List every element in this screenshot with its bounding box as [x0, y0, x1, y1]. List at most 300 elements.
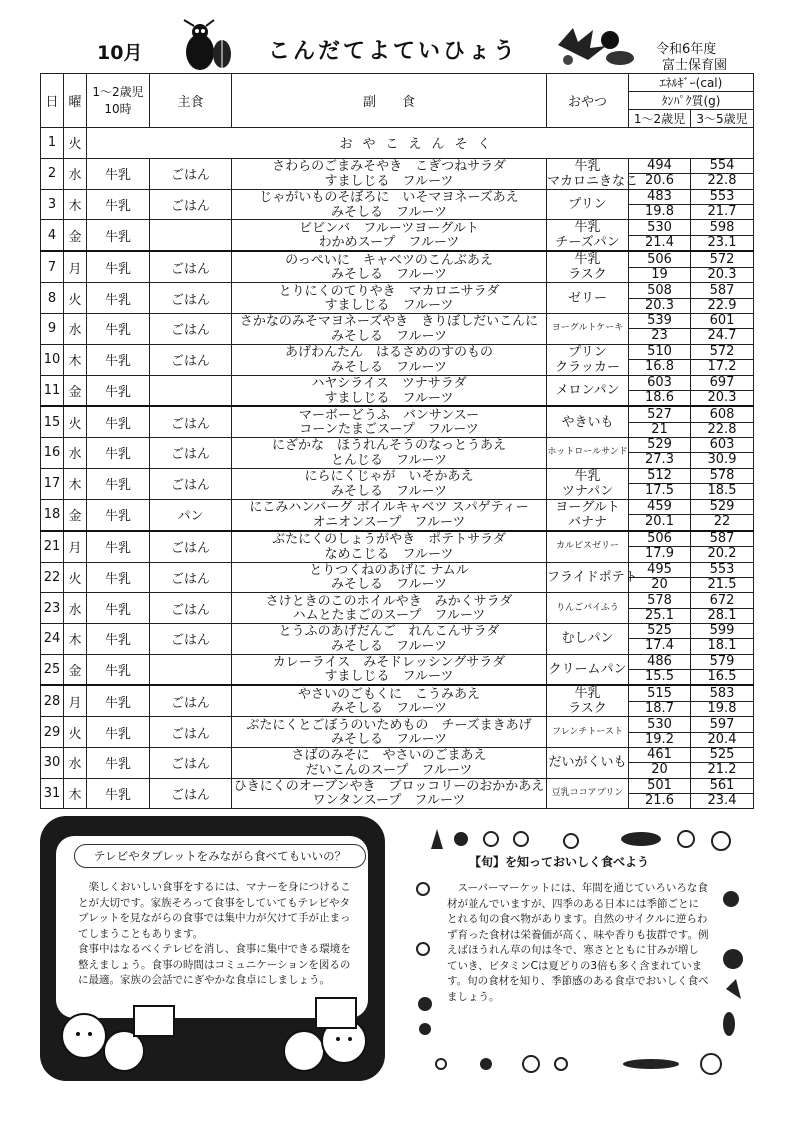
energy-value: 603	[629, 376, 690, 391]
day-cell: 17	[41, 468, 64, 499]
side-dish-cell	[232, 623, 547, 654]
nutrition-3-5-cell	[691, 468, 754, 499]
side-dish-line-1: にこみハンバーグ ボイルキャベツ スパゲティー	[249, 500, 529, 516]
protein-value: 20.3	[645, 297, 674, 313]
nutrition-3-5-cell	[691, 593, 754, 624]
oyatsu-cell	[547, 189, 629, 220]
nutrition-1-2-cell	[629, 778, 691, 809]
energy-value: 525	[691, 748, 753, 763]
autumn-leaves-illustration	[548, 20, 638, 70]
snack10-cell: 牛乳	[87, 406, 150, 437]
energy-value: 554	[691, 159, 753, 174]
energy-value: 587	[691, 284, 753, 299]
side-dish-line-2: ハムとたまごのスープ フルーツ	[292, 608, 486, 624]
weekday-cell: 月	[64, 251, 87, 283]
oyatsu-line-1: クリームパン	[548, 661, 627, 677]
protein-value: 21.2	[707, 762, 737, 778]
protein-value: 23.1	[707, 234, 737, 250]
nutrition-1-2-cell	[629, 283, 691, 314]
protein-value: 23	[651, 328, 668, 344]
protein-value: 19.2	[645, 731, 674, 747]
page-title: こんだてよていひょう	[268, 39, 519, 64]
nutrition-1-2-cell	[629, 468, 691, 499]
side-dish-line-1: さけときのこのホイルやき みかくサラダ	[265, 593, 513, 609]
oyatsu-cell	[547, 375, 629, 406]
staple-cell	[150, 220, 232, 252]
ensoku-cell: おやこえんそく	[87, 128, 754, 159]
weekday-cell: 木	[64, 623, 87, 654]
side-dish-line-2: みそしる フルーツ	[331, 328, 447, 344]
energy-value: 525	[629, 624, 690, 639]
nutrition-1-2-cell	[629, 654, 691, 685]
table-row	[41, 654, 754, 685]
weekday-cell: 火	[64, 717, 87, 748]
header-snack10-time: 10時	[104, 101, 132, 116]
nutrition-3-5-cell	[691, 747, 754, 778]
fiscal-year: 令和6年度	[656, 42, 717, 57]
weekday-cell: 木	[64, 189, 87, 220]
weekday-cell: 水	[64, 747, 87, 778]
side-dish-line-1: ハヤシライス ツナサラダ	[311, 376, 467, 392]
staple-cell: ごはん	[150, 314, 232, 345]
staple-cell: パン	[150, 499, 232, 531]
snack10-cell: 牛乳	[87, 623, 150, 654]
energy-value: 572	[691, 345, 753, 360]
table-header	[41, 74, 754, 128]
energy-value: 578	[629, 594, 690, 609]
oyatsu-line-1: ヨーグルトケーキ	[551, 323, 624, 334]
side-dish-line-1: のっぺいに キャベツのこんぶあえ	[285, 252, 493, 268]
side-dish-line-2: みそしる フルーツ	[331, 267, 447, 283]
day-cell: 11	[41, 375, 64, 406]
staple-cell: ごはん	[150, 747, 232, 778]
weekday-cell: 火	[64, 562, 87, 593]
nutrition-1-2-cell	[629, 438, 691, 469]
staple-cell: ごはん	[150, 623, 232, 654]
side-dish-cell	[232, 717, 547, 748]
weekday-cell: 水	[64, 158, 87, 189]
table-row	[41, 499, 754, 531]
staple-cell: ごはん	[150, 438, 232, 469]
table-row	[41, 778, 754, 809]
table-body	[41, 128, 754, 809]
protein-value: 21.4	[645, 234, 674, 250]
protein-value: 21.6	[645, 792, 674, 808]
table-row	[41, 717, 754, 748]
oyatsu-cell	[547, 685, 629, 717]
oyatsu-line-1: 豆乳ココアプリン	[551, 787, 624, 798]
day-cell: 15	[41, 406, 64, 437]
energy-value: 672	[691, 594, 753, 609]
side-dish-line-1: ぶたにくとごぼうのいためもの チーズまきあげ	[246, 717, 532, 733]
tv-manners-paragraph-2: 食事中はなるべくテレビを消し、食事に集中できる環境を整えましょう。食事の時間はコミュニケーションを図るのに最適。家族の会話でにぎやかな食卓にしましょう。	[78, 943, 351, 986]
energy-value: 530	[629, 718, 690, 733]
protein-value: 17.2	[707, 359, 737, 375]
side-dish-cell	[232, 406, 547, 437]
oyatsu-line-1: むしパン	[561, 631, 614, 647]
side-dish-cell	[232, 283, 547, 314]
day-cell: 29	[41, 717, 64, 748]
side-dish-line-1: カレーライス みそドレッシングサラダ	[272, 654, 506, 670]
protein-value: 21.5	[707, 576, 737, 592]
table-row	[41, 251, 754, 283]
side-dish-line-1: あげわんたん はるさめのすのもの	[284, 345, 493, 361]
oyatsu-line-2: バナナ	[567, 514, 607, 530]
oyatsu-cell	[547, 593, 629, 624]
nutrition-3-5-cell	[691, 623, 754, 654]
nutrition-1-2-cell	[629, 375, 691, 406]
snack10-cell: 牛乳	[87, 158, 150, 189]
nutrition-3-5-cell	[691, 220, 754, 252]
side-dish-cell	[232, 375, 547, 406]
table-row	[41, 468, 754, 499]
snack10-cell: 牛乳	[87, 468, 150, 499]
side-dish-cell	[232, 499, 547, 531]
nutrition-3-5-cell	[691, 438, 754, 469]
seasonal-food-title: 【旬】を知っておいしく食べよう	[469, 855, 650, 869]
oyatsu-cell	[547, 406, 629, 437]
energy-value: 495	[629, 563, 690, 578]
header-side: 副 食	[232, 74, 547, 128]
oyatsu-cell	[547, 623, 629, 654]
side-dish-line-1: ひきにくのオーブンやき ブロッコリーのおかかあえ	[233, 778, 545, 794]
staple-cell: ごはん	[150, 158, 232, 189]
side-dish-line-2: コーンたまごスープ フルーツ	[299, 422, 479, 438]
staple-cell: ごはん	[150, 685, 232, 717]
energy-value: 599	[691, 624, 753, 639]
oyatsu-line-2: ラスク	[568, 701, 607, 717]
table-row	[41, 593, 754, 624]
day-cell: 7	[41, 251, 64, 283]
side-dish-line-2: みそしる フルーツ	[331, 732, 447, 748]
nutrition-3-5-cell	[691, 375, 754, 406]
energy-value: 529	[691, 500, 753, 515]
nutrition-3-5-cell	[691, 685, 754, 717]
staple-cell: ごはん	[150, 406, 232, 437]
side-dish-cell	[232, 562, 547, 593]
side-dish-line-1: さかなのみそマヨネーズやき きりぼしだいこんに	[239, 314, 539, 330]
side-dish-line-2: とんじる フルーツ	[331, 452, 447, 468]
day-cell: 8	[41, 283, 64, 314]
family-with-tablet-illustration	[54, 996, 374, 1076]
oyatsu-line-1: 牛乳	[574, 220, 601, 236]
energy-value: 506	[629, 253, 690, 268]
side-dish-line-1: やさいのごもくに こうみあえ	[297, 686, 480, 702]
side-dish-line-1: ぶたにくのしょうがやき ポテトサラダ	[272, 532, 506, 548]
oyatsu-line-1: ゼリー	[567, 290, 607, 306]
protein-value: 18.6	[645, 390, 674, 406]
table-row	[41, 531, 754, 562]
energy-value: 601	[691, 314, 753, 329]
side-dish-cell	[232, 344, 547, 375]
side-dish-line-2: すましじる フルーツ	[324, 669, 454, 685]
oyatsu-line-1: メロンパン	[555, 383, 620, 399]
oyatsu-cell	[547, 438, 629, 469]
snack10-cell: 牛乳	[87, 562, 150, 593]
tv-manners-panel	[40, 816, 385, 1081]
oyatsu-cell	[547, 158, 639, 189]
seasonal-food-text: スーパーマーケットには、年間を通じていろいろな食材が並んでいますが、四季のある日本には季節ごとにとれる旬の食べ物があります。自然のサイクルに逆らわず育った食材は栄養価が高く、味や香りも抜群です。例えばほうれん草の旬は冬で、寒さとともに甘みが増していき、ビタミンCは夏どりの3倍も多く含まれています。旬の食材を知り、季節感のある食卓でおいしく食べましょう。	[447, 882, 709, 1003]
energy-value: 583	[691, 687, 753, 702]
day-cell: 1	[41, 128, 64, 159]
energy-value: 553	[691, 563, 753, 578]
side-dish-line-2: みそしる フルーツ	[331, 483, 447, 499]
oyatsu-cell	[547, 283, 629, 314]
protein-value: 20.1	[645, 514, 674, 530]
oyatsu-line-1: プリン	[568, 344, 607, 360]
nutrition-1-2-cell	[629, 747, 691, 778]
protein-value: 20	[651, 762, 668, 778]
energy-value: 578	[691, 469, 753, 484]
energy-value: 510	[629, 345, 690, 360]
nutrition-3-5-cell	[691, 499, 754, 531]
oyatsu-cell	[547, 344, 629, 375]
staple-cell: ごはん	[150, 562, 232, 593]
nutrition-1-2-cell	[629, 189, 691, 220]
side-dish-line-1: さわらのごまみそやき こぎつねサラダ	[272, 159, 506, 175]
staple-cell: ごはん	[150, 283, 232, 314]
side-dish-line-2: みそしる フルーツ	[331, 204, 447, 220]
weekday-cell: 金	[64, 654, 87, 685]
oyatsu-line-2: ラスク	[568, 267, 607, 283]
staple-cell: ごはん	[150, 531, 232, 562]
energy-value: 483	[629, 190, 690, 205]
weekday-cell: 金	[64, 220, 87, 252]
day-cell: 18	[41, 499, 64, 531]
oyatsu-line-1: 牛乳	[574, 158, 601, 174]
protein-value: 22.8	[707, 421, 737, 437]
energy-value: 508	[629, 284, 690, 299]
tv-manners-paragraph-1: 楽しくおいしい食事をするには、マナーを身につけることが大切です。家族そろって食事をしていてもテレビやタブレットを見ながらの食事では集中力が欠けて手が止まってしまうこともあります。	[78, 881, 351, 940]
protein-value: 22.8	[707, 173, 737, 189]
day-cell: 16	[41, 438, 64, 469]
nutrition-3-5-cell	[691, 531, 754, 562]
page-header	[0, 0, 794, 72]
protein-value: 23.4	[707, 792, 737, 808]
side-dish-cell	[232, 747, 547, 778]
oyatsu-line-2: チーズパン	[555, 235, 620, 251]
oyatsu-cell	[547, 220, 629, 252]
oyatsu-cell	[547, 562, 638, 593]
snack10-cell: 牛乳	[87, 251, 150, 283]
protein-value: 22.9	[707, 297, 737, 313]
oyatsu-line-1: フレンチトースト	[552, 726, 623, 737]
energy-value: 579	[691, 655, 753, 670]
header-staple: 主食	[150, 74, 232, 128]
protein-value: 20.2	[707, 546, 737, 562]
side-dish-line-1: にざかな ほうれんそうのなっとうあえ	[271, 438, 506, 454]
snack10-cell: 牛乳	[87, 717, 150, 748]
side-dish-line-1: マーボーどうふ バンサンスー	[298, 407, 480, 423]
day-cell: 28	[41, 685, 64, 717]
weekday-cell: 木	[64, 344, 87, 375]
protein-value: 15.5	[645, 668, 674, 684]
protein-value: 18.1	[707, 638, 737, 654]
protein-value: 30.9	[707, 452, 737, 468]
menu-table	[40, 73, 754, 809]
energy-value: 608	[691, 408, 753, 423]
staple-cell: ごはん	[150, 717, 232, 748]
day-cell: 22	[41, 562, 64, 593]
energy-value: 527	[629, 408, 690, 423]
side-dish-cell	[232, 531, 547, 562]
side-dish-cell	[232, 220, 547, 252]
weekday-cell: 月	[64, 685, 87, 717]
oyatsu-cell	[547, 499, 629, 531]
side-dish-line-1: とりにくのてりやき マカロニサラダ	[278, 283, 500, 299]
snack10-cell: 牛乳	[87, 593, 150, 624]
oyatsu-line-2: クラッカー	[555, 359, 620, 375]
protein-value: 28.1	[707, 607, 737, 623]
side-dish-line-2: わかめスープ フルーツ	[318, 235, 460, 251]
nutrition-1-2-cell	[629, 685, 691, 717]
protein-value: 20.6	[645, 173, 674, 189]
side-dish-line-2: みそしる フルーツ	[331, 359, 447, 375]
snack10-cell: 牛乳	[87, 778, 150, 809]
energy-value: 529	[629, 438, 690, 453]
side-dish-line-2: オニオンスープ フルーツ	[312, 514, 466, 530]
day-cell: 2	[41, 158, 64, 189]
snack10-cell: 牛乳	[87, 685, 150, 717]
table-row	[41, 685, 754, 717]
side-dish-cell	[232, 438, 547, 469]
snack10-cell: 牛乳	[87, 283, 150, 314]
weekday-cell: 月	[64, 531, 87, 562]
side-dish-line-2: みそしる フルーツ	[331, 577, 447, 593]
table-row	[41, 438, 754, 469]
tv-manners-question: テレビやタブレットをみながら食べてもいいの？	[74, 844, 366, 868]
tv-manners-card	[56, 836, 368, 1018]
table-row	[41, 747, 754, 778]
protein-value: 20.3	[707, 390, 737, 406]
snack10-cell: 牛乳	[87, 220, 150, 252]
oyatsu-line-1: りんごパイふう	[556, 602, 619, 613]
side-dish-line-2: だいこんのスープ フルーツ	[305, 762, 473, 778]
staple-cell: ごはん	[150, 189, 232, 220]
snack10-cell: 牛乳	[87, 438, 150, 469]
snack10-cell: 牛乳	[87, 531, 150, 562]
table-row	[41, 375, 754, 406]
energy-value: 501	[629, 779, 690, 794]
staple-cell	[150, 654, 232, 685]
oyatsu-line-1: ヨーグルト	[555, 499, 620, 515]
day-cell: 25	[41, 654, 64, 685]
oyatsu-cell	[547, 778, 629, 809]
nutrition-1-2-cell	[629, 717, 691, 748]
protein-value: 25.1	[645, 607, 674, 623]
energy-value: 486	[629, 655, 690, 670]
snack10-cell: 牛乳	[87, 654, 150, 685]
day-cell: 31	[41, 778, 64, 809]
protein-value: 19.8	[707, 700, 737, 716]
cricket-cello-illustration	[170, 20, 240, 75]
protein-value: 21.7	[707, 204, 737, 220]
oyatsu-cell	[547, 747, 629, 778]
table-row	[41, 562, 754, 593]
side-dish-line-1: じゃがいものそぼろに いそマヨネーズあえ	[259, 190, 519, 206]
header-day: 日	[41, 74, 64, 128]
side-dish-line-2: なめこじる フルーツ	[324, 546, 454, 562]
staple-cell: ごはん	[150, 778, 232, 809]
weekday-cell: 火	[64, 283, 87, 314]
table-row	[41, 623, 754, 654]
energy-value: 697	[691, 376, 753, 391]
day-cell: 3	[41, 189, 64, 220]
protein-value: 20.4	[707, 731, 737, 747]
oyatsu-line-1: 牛乳	[574, 252, 601, 268]
nutrition-1-2-cell	[629, 251, 691, 283]
day-cell: 4	[41, 220, 64, 252]
weekday-cell: 水	[64, 314, 87, 345]
oyatsu-cell	[547, 654, 629, 685]
protein-value: 20.3	[707, 266, 737, 282]
snack10-cell: 牛乳	[87, 189, 150, 220]
snack10-cell: 牛乳	[87, 375, 150, 406]
weekday-cell: 水	[64, 593, 87, 624]
day-cell: 23	[41, 593, 64, 624]
protein-value: 17.9	[645, 546, 674, 562]
staple-cell: ごはん	[150, 593, 232, 624]
protein-value: 18.7	[645, 700, 674, 716]
protein-value: 17.5	[645, 483, 674, 499]
energy-value: 603	[691, 438, 753, 453]
weekday-cell: 水	[64, 438, 87, 469]
nutrition-1-2-cell	[629, 406, 691, 437]
header-weekday: 曜	[64, 74, 87, 128]
side-dish-line-1: とりつくねのあげに ナムル	[309, 562, 469, 578]
nutrition-3-5-cell	[691, 778, 754, 809]
snack10-cell: 牛乳	[87, 747, 150, 778]
energy-value: 461	[629, 748, 690, 763]
nutrition-3-5-cell	[691, 314, 754, 345]
protein-value: 19	[651, 266, 668, 282]
staple-cell: ごはん	[150, 468, 232, 499]
staple-cell	[150, 375, 232, 406]
side-dish-cell	[232, 778, 547, 809]
header-oyatsu: おやつ	[547, 74, 629, 128]
day-cell: 21	[41, 531, 64, 562]
energy-value: 530	[629, 221, 690, 236]
oyatsu-line-1: 牛乳	[574, 468, 601, 484]
nutrition-3-5-cell	[691, 562, 754, 593]
header-energy: ｴﾈﾙｷﾞｰ(cal)	[629, 74, 754, 92]
energy-value: 506	[629, 532, 690, 547]
snack10-cell: 牛乳	[87, 314, 150, 345]
oyatsu-cell	[547, 531, 629, 562]
protein-value: 27.3	[645, 452, 674, 468]
side-dish-line-2: みそしる フルーツ	[331, 701, 447, 717]
energy-value: 598	[691, 221, 753, 236]
energy-value: 539	[629, 314, 690, 329]
nutrition-1-2-cell	[629, 314, 691, 345]
header-age-3-5: 3～5歳児	[691, 110, 754, 128]
nutrition-1-2-cell	[629, 562, 691, 593]
weekday-cell: 火	[64, 128, 87, 159]
oyatsu-line-1: プリン	[568, 197, 607, 213]
protein-value: 24.7	[707, 328, 737, 344]
nutrition-3-5-cell	[691, 406, 754, 437]
snack10-cell: 牛乳	[87, 344, 150, 375]
side-dish-cell	[232, 685, 547, 717]
side-dish-cell	[232, 158, 547, 189]
snack10-cell: 牛乳	[87, 499, 150, 531]
side-dish-cell	[232, 314, 547, 345]
oyatsu-line-1: だいがくいも	[548, 755, 627, 771]
energy-value: 587	[691, 532, 753, 547]
protein-value: 20	[651, 576, 668, 592]
header-age-1-2: 1～2歳児	[629, 110, 691, 128]
nutrition-3-5-cell	[691, 189, 754, 220]
